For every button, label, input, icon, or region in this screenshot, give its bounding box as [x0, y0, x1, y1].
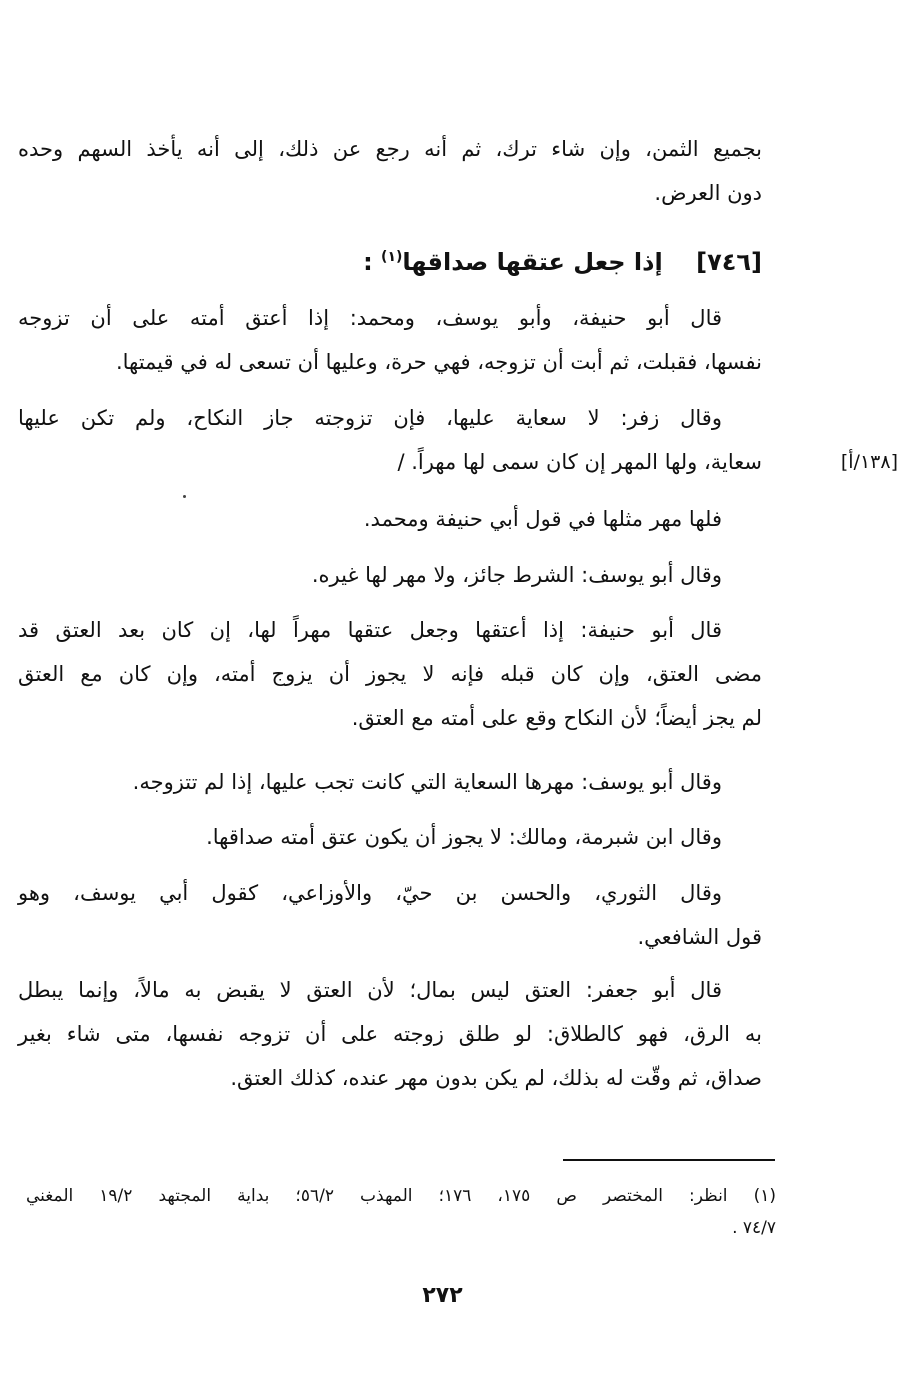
text-line: به الرق، فهو كالطلاق: لو طلق زوجته على أن تزوجه نفسها، متى شاء بغير [18, 1022, 762, 1046]
paragraph [18, 871, 762, 959]
paragraph [18, 760, 762, 804]
footnote-mark: (١) [381, 249, 403, 265]
footnote-separator [563, 1159, 775, 1161]
section-heading [363, 237, 762, 282]
section-title: إذا جعل عتقها صداقها [402, 248, 663, 276]
paragraph [18, 608, 762, 740]
section-suffix: : [363, 248, 373, 276]
text-line: قال أبو حنيفة: إذا أعتقها وجعل عتقها مهراً لها، إن كان بعد العتق قد [18, 618, 722, 642]
paragraph [18, 296, 762, 384]
paragraph [18, 497, 762, 541]
text-line: قال أبو حنيفة، وأبو يوسف، ومحمد: إذا أعتق أمته على أن تزوجه [18, 306, 722, 330]
margin-folio-reference: [١٣٨/أ] [840, 451, 898, 473]
text-line: وقال أبو يوسف: مهرها السعاية التي كانت تجب عليها، إذا لم تتزوجه. [132, 770, 722, 794]
paragraph [18, 553, 762, 597]
text-line: وقال ابن شبرمة، ومالك: لا يجوز أن يكون عتق أمته صداقها. [206, 825, 722, 849]
paragraph [18, 968, 762, 1100]
text-line: لم يجز أيضاً؛ لأن النكاح وقع على أمته مع العتق. [351, 706, 762, 730]
intro-paragraph [18, 127, 762, 215]
text-line: بجميع الثمن، وإن شاء ترك، ثم أنه رجع عن ذلك، إلى أنه يأخذ السهم وحده [18, 137, 762, 161]
text-line: نفسها، فقبلت، ثم أبت أن تزوجه، فهي حرة، وعليها أن تسعى له في قيمتها. [115, 350, 762, 374]
footnote-line: (١) انظر: المختصر ص ١٧٥، ١٧٦؛ المهذب ٥٦/٢؛ بداية المجتهد ١٩/٢ المغني [26, 1186, 776, 1206]
text-line: فلها مهر مثلها في قول أبي حنيفة ومحمد. [363, 507, 722, 531]
text-line: وقال زفر: لا سعاية عليها، فإن تزوجته جاز النكاح، ولم تكن عليها [18, 406, 722, 430]
text-line: وقال أبو يوسف: الشرط جائز، ولا مهر لها غيره. [311, 563, 722, 587]
paragraph [18, 815, 762, 859]
paragraph [18, 396, 762, 484]
text-line: مضى العتق، وإن كان قبله فإنه لا يجوز أن يزوج أمته، وإن كان مع العتق [18, 662, 762, 686]
footnote-line: ٧٤/٧ . [732, 1218, 776, 1238]
text-line: وقال الثوري، والحسن بن حيّ، والأوزاعي، كقول أبي يوسف، وهو [18, 881, 722, 905]
text-line: سعاية، ولها المهر إن كان سمى لها مهراً. / [397, 450, 762, 474]
text-line: دون العرض. [654, 181, 762, 205]
text-line: قال أبو جعفر: العتق ليس بمال؛ لأن العتق لا يقبض به مالاً، وإنما يبطل [18, 978, 722, 1002]
section-number: [٧٤٦] [696, 248, 762, 276]
scan-speck [183, 495, 186, 498]
footnote [26, 1180, 776, 1244]
text-line: صداق، ثم وقّت له بذلك، لم يكن بدون مهر عنده، كذلك العتق. [230, 1066, 762, 1090]
text-line: قول الشافعي. [637, 925, 762, 949]
page-number: ٢٧٢ [422, 1283, 463, 1308]
